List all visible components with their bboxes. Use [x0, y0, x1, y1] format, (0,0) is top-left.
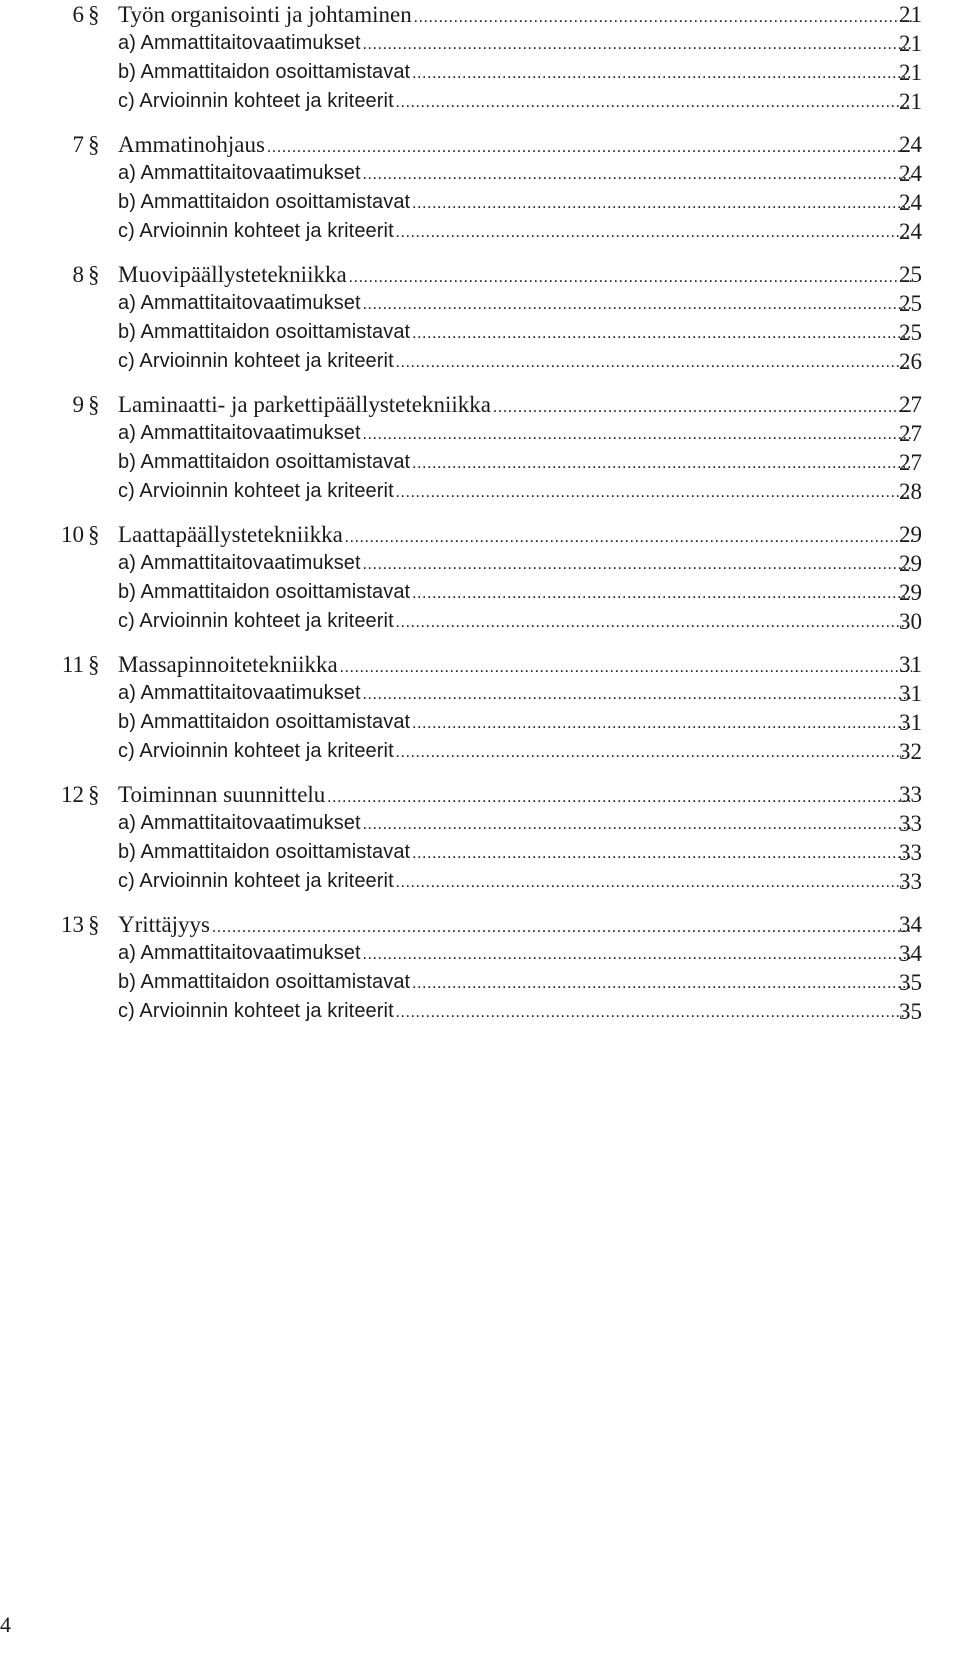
- toc-section: [0, 520, 960, 636]
- subentry-title: c) Arvioinnin kohteet ja kriteerit: [118, 90, 394, 112]
- page-ref: 27: [899, 421, 922, 446]
- toc-entry: [118, 188, 922, 218]
- toc-section-row[interactable]: [0, 650, 960, 679]
- section-title: Laattapäällystetekniikka: [118, 522, 343, 547]
- dot-leader: [396, 998, 912, 1027]
- toc-entry: [118, 289, 922, 319]
- toc-entry: [118, 578, 922, 608]
- dot-leader: [340, 653, 912, 682]
- dot-leader: [267, 133, 912, 162]
- page-ref: 29: [899, 580, 922, 605]
- toc-entry: [118, 0, 922, 32]
- toc-section-row[interactable]: [0, 780, 960, 809]
- page-ref: 31: [899, 710, 922, 735]
- dot-leader: [349, 263, 912, 292]
- section-title: Laminaatti- ja parkettipäällystetekniikka: [118, 392, 491, 417]
- page-ref: 24: [899, 132, 922, 157]
- toc-subentry-row[interactable]: [0, 347, 960, 376]
- page-ref: 33: [899, 840, 922, 865]
- dot-leader: [412, 319, 912, 348]
- subentry-title: b) Ammattitaidon osoittamistavat: [118, 841, 411, 863]
- section-number: 10: [61, 522, 84, 547]
- toc-entry: [118, 520, 922, 552]
- page-ref: 27: [899, 392, 922, 417]
- page-ref: 29: [899, 522, 922, 547]
- toc-section-row[interactable]: [0, 520, 960, 549]
- section-title: Massapinnoitetekniikka: [118, 652, 338, 677]
- toc-section: [0, 260, 960, 376]
- section-title: Toiminnan suunnittelu: [118, 782, 326, 807]
- subentry-title: c) Arvioinnin kohteet ja kriteerit: [118, 740, 394, 762]
- dot-leader: [212, 913, 912, 942]
- toc-entry: [118, 318, 922, 348]
- subentry-title: a) Ammattitaitovaatimukset: [118, 942, 361, 964]
- dot-leader: [396, 88, 912, 117]
- subentry-title: c) Arvioinnin kohteet ja kriteerit: [118, 870, 394, 892]
- dot-leader: [363, 550, 912, 579]
- subentry-title: a) Ammattitaitovaatimukset: [118, 162, 361, 184]
- dot-leader: [414, 3, 912, 32]
- page-ref: 32: [899, 739, 922, 764]
- toc-subentry-row[interactable]: [0, 58, 960, 87]
- page-ref: 33: [899, 811, 922, 836]
- subentry-title: c) Arvioinnin kohteet ja kriteerit: [118, 350, 394, 372]
- toc-subentry-row[interactable]: [0, 838, 960, 867]
- toc-entry: [118, 159, 922, 189]
- section-title: Ammatinohjaus: [118, 132, 265, 157]
- toc-section-row[interactable]: [0, 0, 960, 29]
- page-ref: 35: [899, 970, 922, 995]
- page-ref: 21: [899, 60, 922, 85]
- toc-section-row[interactable]: [0, 130, 960, 159]
- toc-subentry-row[interactable]: [0, 867, 960, 896]
- section-number: 13: [61, 912, 84, 937]
- dot-leader: [493, 393, 912, 422]
- subentry-title: b) Ammattitaidon osoittamistavat: [118, 61, 411, 83]
- toc-entry: [118, 549, 922, 579]
- dot-leader: [363, 940, 912, 969]
- page-ref: 35: [899, 999, 922, 1024]
- dot-leader: [412, 709, 912, 738]
- toc-entry: [118, 58, 922, 88]
- toc-entry: [118, 650, 922, 682]
- section-number: 6: [72, 2, 84, 27]
- subentry-title: c) Arvioinnin kohteet ja kriteerit: [118, 610, 394, 632]
- dot-leader: [327, 783, 912, 812]
- toc-entry: [118, 390, 922, 422]
- toc-entry: [118, 87, 922, 117]
- page-ref: 27: [899, 450, 922, 475]
- subentry-title: b) Ammattitaidon osoittamistavat: [118, 451, 411, 473]
- dot-leader: [396, 218, 912, 247]
- page-ref: 24: [899, 161, 922, 186]
- toc-entry: [118, 809, 922, 839]
- page-ref: 31: [899, 652, 922, 677]
- toc-subentry-row[interactable]: [0, 217, 960, 246]
- toc-entry: [118, 477, 922, 507]
- section-title: Työn organisointi ja johtaminen: [118, 2, 412, 27]
- dot-leader: [363, 680, 912, 709]
- dot-leader: [412, 59, 912, 88]
- dot-leader: [363, 290, 912, 319]
- toc-entry: [118, 419, 922, 449]
- section-sign: §: [88, 912, 100, 937]
- toc-subentry-row[interactable]: [0, 188, 960, 217]
- section-number: 8: [72, 262, 84, 287]
- toc-entry: [118, 130, 922, 162]
- toc-section: [0, 780, 960, 896]
- toc-section: [0, 390, 960, 506]
- dot-leader: [412, 839, 912, 868]
- toc-entry: [118, 448, 922, 478]
- page-ref: 26: [899, 349, 922, 374]
- subentry-title: a) Ammattitaitovaatimukset: [118, 32, 361, 54]
- toc-subentry-row[interactable]: [0, 809, 960, 838]
- toc-entry: [118, 679, 922, 709]
- toc-subentry-row[interactable]: [0, 968, 960, 997]
- dot-leader: [363, 810, 912, 839]
- subentry-title: a) Ammattitaitovaatimukset: [118, 682, 361, 704]
- dot-leader: [396, 868, 912, 897]
- dot-leader: [412, 579, 912, 608]
- toc-section: [0, 130, 960, 246]
- dot-leader: [363, 420, 912, 449]
- section-number: 7: [72, 132, 84, 157]
- toc-subentry-row[interactable]: [0, 29, 960, 58]
- toc-subentry-row[interactable]: [0, 997, 960, 1026]
- page-ref: 25: [899, 320, 922, 345]
- dot-leader: [396, 348, 912, 377]
- page-ref: 34: [899, 941, 922, 966]
- toc-subentry-row[interactable]: [0, 708, 960, 737]
- dot-leader: [345, 523, 912, 552]
- page-ref: 28: [899, 479, 922, 504]
- subentry-title: b) Ammattitaidon osoittamistavat: [118, 321, 411, 343]
- toc-entry: [118, 260, 922, 292]
- dot-leader: [412, 969, 912, 998]
- toc-section-row[interactable]: [0, 390, 960, 419]
- toc-subentry-row[interactable]: [0, 448, 960, 477]
- subentry-title: b) Ammattitaidon osoittamistavat: [118, 581, 411, 603]
- toc-section-row[interactable]: [0, 260, 960, 289]
- toc-subentry-row[interactable]: [0, 607, 960, 636]
- subentry-title: b) Ammattitaidon osoittamistavat: [118, 711, 411, 733]
- subentry-title: a) Ammattitaitovaatimukset: [118, 422, 361, 444]
- page-ref: 33: [899, 869, 922, 894]
- section-sign: §: [88, 782, 100, 807]
- subentry-title: c) Arvioinnin kohteet ja kriteerit: [118, 220, 394, 242]
- dot-leader: [396, 738, 912, 767]
- page-ref: 24: [899, 190, 922, 215]
- page-ref: 25: [899, 291, 922, 316]
- toc-entry: [118, 780, 922, 812]
- toc-subentry-row[interactable]: [0, 87, 960, 116]
- section-number: 9: [72, 392, 84, 417]
- toc-entry: [118, 737, 922, 767]
- toc-entry: [118, 939, 922, 969]
- page-ref: 31: [899, 681, 922, 706]
- section-sign: §: [88, 652, 100, 677]
- toc-section-row[interactable]: [0, 910, 960, 939]
- section-sign: §: [88, 392, 100, 417]
- section-title: Yrittäjyys: [118, 912, 210, 937]
- toc-subentry-row[interactable]: [0, 318, 960, 347]
- section-number: 12: [61, 782, 84, 807]
- toc-entry: [118, 867, 922, 897]
- toc-entry: [118, 217, 922, 247]
- toc-subentry-row[interactable]: [0, 578, 960, 607]
- page-ref: 29: [899, 551, 922, 576]
- subentry-title: c) Arvioinnin kohteet ja kriteerit: [118, 1000, 394, 1022]
- section-sign: §: [88, 2, 100, 27]
- subentry-title: b) Ammattitaidon osoittamistavat: [118, 971, 411, 993]
- toc-entry: [118, 29, 922, 59]
- subentry-title: a) Ammattitaitovaatimukset: [118, 292, 361, 314]
- toc-entry: [118, 968, 922, 998]
- dot-leader: [363, 30, 912, 59]
- page-ref: 21: [899, 31, 922, 56]
- subentry-title: b) Ammattitaidon osoittamistavat: [118, 191, 411, 213]
- section-number: 11: [61, 652, 84, 677]
- section-sign: §: [88, 262, 100, 287]
- dot-leader: [412, 449, 912, 478]
- page-ref: 34: [899, 912, 922, 937]
- section-sign: §: [88, 132, 100, 157]
- dot-leader: [396, 608, 912, 637]
- toc-section: [0, 910, 960, 1026]
- toc-entry: [118, 708, 922, 738]
- page-ref: 21: [899, 2, 922, 27]
- page-ref: 25: [899, 262, 922, 287]
- toc-section: [0, 650, 960, 766]
- toc-subentry-row[interactable]: [0, 419, 960, 448]
- page-ref: 24: [899, 219, 922, 244]
- page-ref: 21: [899, 89, 922, 114]
- section-sign: §: [88, 522, 100, 547]
- toc-entry: [118, 607, 922, 637]
- page-ref: 30: [899, 609, 922, 634]
- subentry-title: c) Arvioinnin kohteet ja kriteerit: [118, 480, 394, 502]
- toc-subentry-row[interactable]: [0, 939, 960, 968]
- section-title: Muovipäällystetekniikka: [118, 262, 347, 287]
- subentry-title: a) Ammattitaitovaatimukset: [118, 812, 361, 834]
- toc-entry: [118, 997, 922, 1027]
- toc-entry: [118, 838, 922, 868]
- toc-subentry-row[interactable]: [0, 549, 960, 578]
- dot-leader: [396, 478, 912, 507]
- page-ref: 33: [899, 782, 922, 807]
- toc-section: [0, 0, 960, 116]
- dot-leader: [363, 160, 912, 189]
- toc-subentry-row[interactable]: [0, 737, 960, 766]
- toc-subentry-row[interactable]: [0, 679, 960, 708]
- toc-subentry-row[interactable]: [0, 289, 960, 318]
- dot-leader: [412, 189, 912, 218]
- toc-subentry-row[interactable]: [0, 159, 960, 188]
- toc-subentry-row[interactable]: [0, 477, 960, 506]
- toc-entry: [118, 910, 922, 942]
- subentry-title: a) Ammattitaitovaatimukset: [118, 552, 361, 574]
- page-number: 4: [0, 1612, 11, 1637]
- toc-entry: [118, 347, 922, 377]
